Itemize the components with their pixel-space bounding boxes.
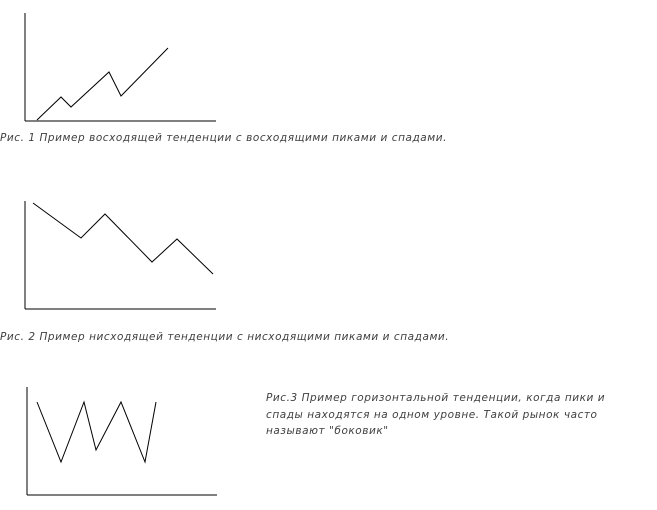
figure-1-price-line [37, 48, 168, 120]
figure-3-caption [266, 390, 646, 440]
figure-2-downtrend [25, 201, 216, 309]
figure-2-price-line [33, 203, 213, 274]
figure-3-sideways [27, 387, 217, 495]
figure-1-uptrend [25, 13, 216, 121]
figure-3-caption-line: Рис.3 Пример горизонтальной тенденции, когда пики и [266, 392, 606, 404]
figure-2-caption: Рис. 2 Пример нисходящей тенденции с нисходящими пиками и спадами. [0, 331, 450, 343]
figure-1-caption: Рис. 1 Пример восходящей тенденции с восходящими пиками и спадами. [0, 132, 448, 144]
figure-3-price-line [37, 402, 156, 462]
figure-3-caption-line: называют "боковик" [266, 425, 389, 437]
figure-3-caption-line: спады находятся на одном уровне. Такой рынок часто [266, 408, 598, 421]
